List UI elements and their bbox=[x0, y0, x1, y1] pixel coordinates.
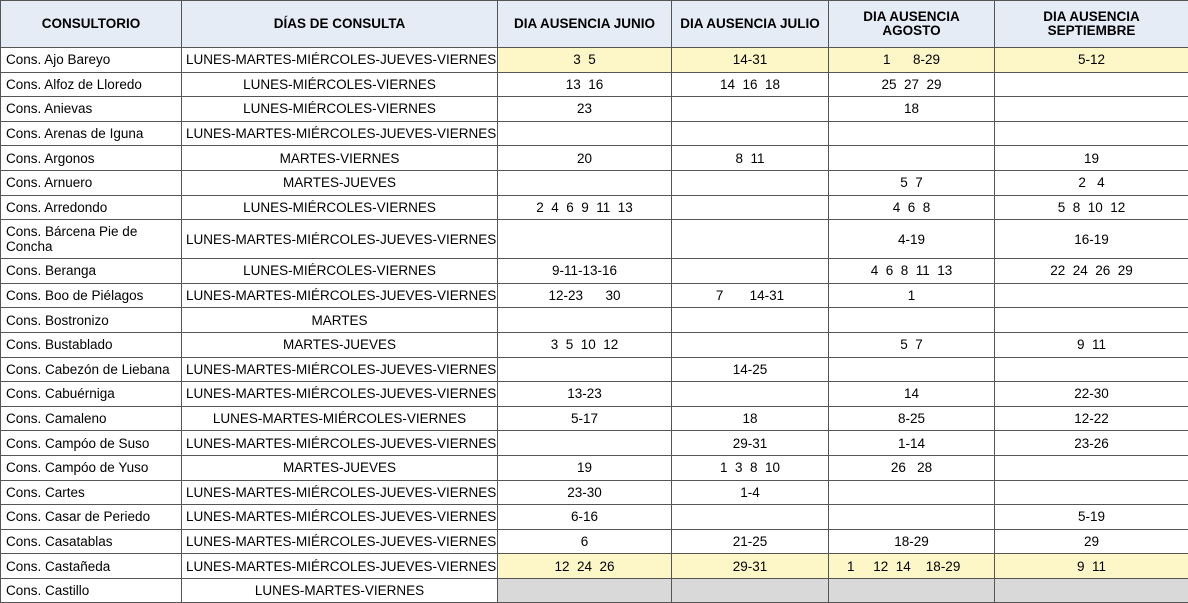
cell-agosto: 4 6 8 11 13 bbox=[829, 259, 995, 284]
header-consultorio: CONSULTORIO bbox=[1, 1, 182, 48]
cell-dias: LUNES-MARTES-MIÉRCOLES-JUEVES-VIERNES bbox=[182, 220, 498, 259]
cell-dias: LUNES-MARTES-MIÉRCOLES-JUEVES-VIERNES bbox=[182, 382, 498, 407]
cell-consultorio: Cons. Argonos bbox=[1, 146, 182, 171]
cell-consultorio: Cons. Castillo bbox=[1, 578, 182, 603]
cell-consultorio: Cons. Cartes bbox=[1, 480, 182, 505]
table-row bbox=[1, 308, 1188, 333]
cell-agosto: 5 7 bbox=[829, 332, 995, 357]
table-row bbox=[1, 431, 1188, 456]
cell-junio: 13 16 bbox=[498, 72, 672, 97]
cell-consultorio: Cons. Cabuérniga bbox=[1, 382, 182, 407]
cell-septiembre bbox=[995, 72, 1188, 97]
cell-consultorio: Cons. Cabezón de Liebana bbox=[1, 357, 182, 382]
cell-dias: LUNES-MARTES-MIÉRCOLES-JUEVES-VIERNES bbox=[182, 283, 498, 308]
cell-septiembre: 23-26 bbox=[995, 431, 1188, 456]
cell-julio bbox=[672, 195, 829, 220]
cell-junio: 19 bbox=[498, 455, 672, 480]
table-row bbox=[1, 529, 1188, 554]
cell-julio bbox=[672, 259, 829, 284]
cell-agosto bbox=[829, 121, 995, 146]
header-dias: DÍAS DE CONSULTA bbox=[182, 1, 498, 48]
table-body bbox=[1, 48, 1188, 603]
cell-dias: LUNES-MARTES-MIÉRCOLES-JUEVES-VIERNES bbox=[182, 554, 498, 579]
cell-septiembre bbox=[995, 455, 1188, 480]
cell-agosto: 25 27 29 bbox=[829, 72, 995, 97]
cell-junio bbox=[498, 308, 672, 333]
cell-consultorio: Cons. Casar de Periedo bbox=[1, 505, 182, 530]
cell-septiembre: 19 bbox=[995, 146, 1188, 171]
cell-consultorio: Cons. Ajo Bareyo bbox=[1, 48, 182, 73]
cell-septiembre: 9 11 bbox=[995, 332, 1188, 357]
cell-junio bbox=[498, 220, 672, 259]
cell-septiembre bbox=[995, 97, 1188, 122]
table-row bbox=[1, 357, 1188, 382]
cell-septiembre bbox=[995, 283, 1188, 308]
cell-agosto: 8-25 bbox=[829, 406, 995, 431]
cell-junio: 2 4 6 9 11 13 bbox=[498, 195, 672, 220]
cell-agosto: 1-14 bbox=[829, 431, 995, 456]
cell-consultorio: Cons. Casatablas bbox=[1, 529, 182, 554]
cell-septiembre bbox=[995, 480, 1188, 505]
cell-dias: LUNES-MIÉRCOLES-VIERNES bbox=[182, 195, 498, 220]
cell-septiembre: 16-19 bbox=[995, 220, 1188, 259]
cell-junio: 23 bbox=[498, 97, 672, 122]
cell-junio bbox=[498, 357, 672, 382]
cell-agosto bbox=[829, 308, 995, 333]
cell-septiembre bbox=[995, 121, 1188, 146]
cell-consultorio: Cons. Campóo de Suso bbox=[1, 431, 182, 456]
cell-julio bbox=[672, 382, 829, 407]
cell-julio bbox=[672, 170, 829, 195]
cell-junio: 3 5 bbox=[498, 48, 672, 73]
cell-septiembre: 29 bbox=[995, 529, 1188, 554]
table-row bbox=[1, 48, 1188, 73]
cell-consultorio: Cons. Castañeda bbox=[1, 554, 182, 579]
cell-junio: 5-17 bbox=[498, 406, 672, 431]
cell-consultorio: Cons. Boo de Piélagos bbox=[1, 283, 182, 308]
table-row bbox=[1, 146, 1188, 171]
cell-dias: LUNES-MARTES-MIÉRCOLES-JUEVES-VIERNES bbox=[182, 357, 498, 382]
cell-julio: 14 16 18 bbox=[672, 72, 829, 97]
cell-agosto: 26 28 bbox=[829, 455, 995, 480]
cell-septiembre: 22 24 26 29 bbox=[995, 259, 1188, 284]
table-row bbox=[1, 283, 1188, 308]
cell-junio bbox=[498, 431, 672, 456]
cell-dias: LUNES-MARTES-MIÉRCOLES-JUEVES-VIERNES bbox=[182, 529, 498, 554]
cell-julio bbox=[672, 308, 829, 333]
cell-julio: 14-31 bbox=[672, 48, 829, 73]
table-row bbox=[1, 480, 1188, 505]
table-row bbox=[1, 195, 1188, 220]
cell-septiembre bbox=[995, 357, 1188, 382]
cell-agosto bbox=[829, 578, 995, 603]
cell-julio: 8 11 bbox=[672, 146, 829, 171]
cell-septiembre: 2 4 bbox=[995, 170, 1188, 195]
table-row bbox=[1, 259, 1188, 284]
cell-septiembre bbox=[995, 578, 1188, 603]
cell-dias: LUNES-MARTES-MIÉRCOLES-JUEVES-VIERNES bbox=[182, 505, 498, 530]
cell-junio bbox=[498, 170, 672, 195]
cell-agosto bbox=[829, 480, 995, 505]
cell-julio bbox=[672, 505, 829, 530]
cell-julio: 18 bbox=[672, 406, 829, 431]
cell-agosto: 18 bbox=[829, 97, 995, 122]
cell-consultorio: Cons. Alfoz de Lloredo bbox=[1, 72, 182, 97]
cell-julio bbox=[672, 121, 829, 146]
cell-julio: 1 3 8 10 bbox=[672, 455, 829, 480]
cell-septiembre: 12-22 bbox=[995, 406, 1188, 431]
table-row bbox=[1, 455, 1188, 480]
cell-junio: 20 bbox=[498, 146, 672, 171]
cell-dias: MARTES-JUEVES bbox=[182, 170, 498, 195]
cell-septiembre: 5 8 10 12 bbox=[995, 195, 1188, 220]
cell-agosto: 1 bbox=[829, 283, 995, 308]
table-row bbox=[1, 170, 1188, 195]
table-row bbox=[1, 332, 1188, 357]
header-septiembre: DIA AUSENCIA SEPTIEMBRE bbox=[995, 1, 1188, 48]
header-julio: DIA AUSENCIA JULIO bbox=[672, 1, 829, 48]
cell-junio: 13-23 bbox=[498, 382, 672, 407]
header-junio: DIA AUSENCIA JUNIO bbox=[498, 1, 672, 48]
cell-junio bbox=[498, 121, 672, 146]
cell-agosto: 14 bbox=[829, 382, 995, 407]
cell-consultorio: Cons. Arnuero bbox=[1, 170, 182, 195]
cell-junio: 12 24 26 bbox=[498, 554, 672, 579]
table-row bbox=[1, 220, 1188, 259]
cell-dias: LUNES-MARTES-VIERNES bbox=[182, 578, 498, 603]
header-agosto: DIA AUSENCIA AGOSTO bbox=[829, 1, 995, 48]
cell-junio: 3 5 10 12 bbox=[498, 332, 672, 357]
cell-consultorio: Cons. Camaleno bbox=[1, 406, 182, 431]
cell-dias: LUNES-MARTES-MIÉRCOLES-JUEVES-VIERNES bbox=[182, 480, 498, 505]
cell-julio: 29-31 bbox=[672, 554, 829, 579]
cell-consultorio: Cons. Bustablado bbox=[1, 332, 182, 357]
table-row bbox=[1, 505, 1188, 530]
table-row bbox=[1, 121, 1188, 146]
cell-julio: 14-25 bbox=[672, 357, 829, 382]
cell-dias: LUNES-MIÉRCOLES-VIERNES bbox=[182, 72, 498, 97]
cell-junio: 6-16 bbox=[498, 505, 672, 530]
cell-agosto bbox=[829, 357, 995, 382]
table-row bbox=[1, 578, 1188, 603]
cell-consultorio: Cons. Arenas de Iguna bbox=[1, 121, 182, 146]
cell-septiembre: 5-19 bbox=[995, 505, 1188, 530]
header-row bbox=[1, 1, 1188, 48]
cell-agosto: 4-19 bbox=[829, 220, 995, 259]
cell-dias: MARTES bbox=[182, 308, 498, 333]
table-row bbox=[1, 554, 1188, 579]
cell-julio: 7 14-31 bbox=[672, 283, 829, 308]
cell-julio: 29-31 bbox=[672, 431, 829, 456]
cell-dias: LUNES-MARTES-MIÉRCOLES-VIERNES bbox=[182, 406, 498, 431]
cell-septiembre: 9 11 bbox=[995, 554, 1188, 579]
cell-consultorio: Cons. Bostronizo bbox=[1, 308, 182, 333]
cell-agosto: 4 6 8 bbox=[829, 195, 995, 220]
cell-agosto bbox=[829, 146, 995, 171]
cell-septiembre: 22-30 bbox=[995, 382, 1188, 407]
cell-septiembre: 5-12 bbox=[995, 48, 1188, 73]
cell-dias: LUNES-MIÉRCOLES-VIERNES bbox=[182, 259, 498, 284]
cell-agosto: 1 12 14 18-29 bbox=[829, 554, 995, 579]
cell-junio: 9-11-13-16 bbox=[498, 259, 672, 284]
cell-julio bbox=[672, 332, 829, 357]
cell-agosto: 1 8-29 bbox=[829, 48, 995, 73]
cell-junio: 6 bbox=[498, 529, 672, 554]
cell-dias: MARTES-JUEVES bbox=[182, 455, 498, 480]
table-row bbox=[1, 382, 1188, 407]
cell-dias: MARTES-JUEVES bbox=[182, 332, 498, 357]
cell-dias: MARTES-VIERNES bbox=[182, 146, 498, 171]
cell-julio: 1-4 bbox=[672, 480, 829, 505]
cell-julio bbox=[672, 97, 829, 122]
cell-septiembre bbox=[995, 308, 1188, 333]
cell-consultorio: Cons. Arredondo bbox=[1, 195, 182, 220]
cell-junio: 12-23 30 bbox=[498, 283, 672, 308]
table-row bbox=[1, 406, 1188, 431]
table-row bbox=[1, 97, 1188, 122]
cell-julio: 21-25 bbox=[672, 529, 829, 554]
cell-agosto: 18-29 bbox=[829, 529, 995, 554]
cell-consultorio: Cons. Beranga bbox=[1, 259, 182, 284]
cell-consultorio: Cons. Bárcena Pie de Concha bbox=[1, 220, 182, 259]
cell-consultorio: Cons. Anievas bbox=[1, 97, 182, 122]
cell-julio bbox=[672, 578, 829, 603]
cell-dias: LUNES-MARTES-MIÉRCOLES-JUEVES-VIERNES bbox=[182, 431, 498, 456]
table-row bbox=[1, 72, 1188, 97]
cell-agosto: 5 7 bbox=[829, 170, 995, 195]
cell-julio bbox=[672, 220, 829, 259]
cell-junio: 23-30 bbox=[498, 480, 672, 505]
cell-dias: LUNES-MARTES-MIÉRCOLES-JUEVES-VIERNES bbox=[182, 121, 498, 146]
cell-consultorio: Cons. Campóo de Yuso bbox=[1, 455, 182, 480]
cell-agosto bbox=[829, 505, 995, 530]
cell-dias: LUNES-MIÉRCOLES-VIERNES bbox=[182, 97, 498, 122]
cell-junio bbox=[498, 578, 672, 603]
cell-dias: LUNES-MARTES-MIÉRCOLES-JUEVES-VIERNES bbox=[182, 48, 498, 73]
